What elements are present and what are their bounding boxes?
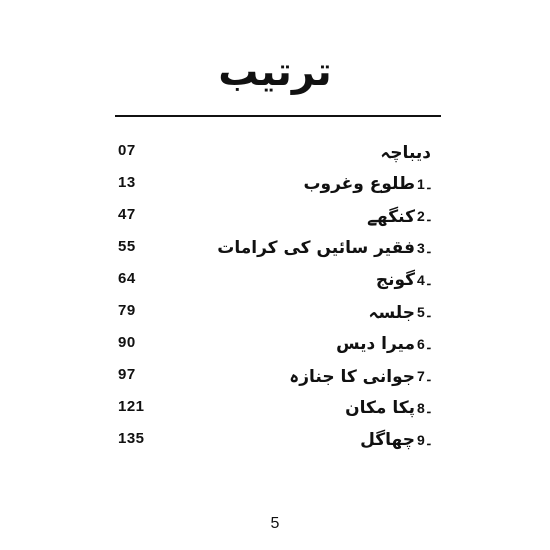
toc-entry	[345, 392, 433, 424]
toc-chapter-title: جلسہ	[368, 302, 415, 323]
toc-row-7	[0, 360, 550, 392]
toc-chapter-title: فقیر سائیں کی کرامات	[217, 238, 415, 258]
toc-page-number: 13	[118, 174, 136, 191]
toc-chapter-number: 6۔	[417, 335, 433, 352]
toc-row-8	[0, 392, 550, 424]
toc-chapter-title: دیباچہ	[380, 142, 431, 163]
toc-page-number: 07	[118, 142, 136, 159]
toc-chapter-number: 3۔	[417, 239, 433, 256]
toc-row-3	[0, 232, 550, 264]
toc-chapter-number: 8۔	[417, 399, 433, 416]
toc-chapter-number: 1۔	[417, 175, 433, 192]
toc-page-number: 64	[118, 270, 136, 287]
toc-chapter-title: پکا مکان	[345, 398, 415, 418]
toc-row-5	[0, 296, 550, 328]
toc-entry	[217, 232, 433, 264]
toc-entry	[303, 168, 433, 200]
toc-chapter-title: میرا دیس	[336, 334, 415, 354]
toc-entry	[360, 424, 433, 456]
toc-page-number: 97	[118, 366, 136, 383]
toc-chapter-number: 2۔	[417, 207, 433, 224]
toc-row-6	[0, 328, 550, 360]
toc-chapter-number: 7۔	[417, 367, 433, 384]
toc-chapter-title: چھاگل	[360, 430, 415, 450]
toc-entry	[289, 360, 433, 392]
toc-row-1	[0, 168, 550, 200]
toc-row-2	[0, 200, 550, 232]
toc-entry	[380, 136, 433, 168]
toc-chapter-number: 9۔	[417, 431, 433, 448]
page-number: 5	[270, 515, 280, 532]
toc-chapter-title: طلوع وغروب	[303, 174, 415, 194]
toc-row-9	[0, 424, 550, 456]
toc-chapter-number: 5۔	[417, 303, 433, 320]
toc-chapter-title: گونج	[375, 270, 415, 290]
toc-entry	[369, 296, 433, 328]
toc-page-number: 121	[118, 398, 145, 415]
toc-page-number: 135	[118, 430, 145, 447]
toc-page-number: 47	[118, 206, 136, 223]
toc-entry	[367, 200, 433, 232]
toc-row-preface	[0, 136, 550, 168]
toc-chapter-title: کنگھے	[367, 206, 415, 227]
page-title: ترتیب	[218, 49, 332, 95]
toc-page-number: 79	[118, 302, 136, 319]
toc-page-number: 90	[118, 334, 136, 351]
toc-entry	[376, 264, 433, 296]
toc-chapter-title: جوانی کا جنازہ	[289, 366, 415, 387]
toc-row-4	[0, 264, 550, 296]
toc-page-number: 55	[118, 238, 136, 255]
toc-chapter-number: 4۔	[417, 271, 433, 288]
toc-entry	[336, 328, 433, 360]
